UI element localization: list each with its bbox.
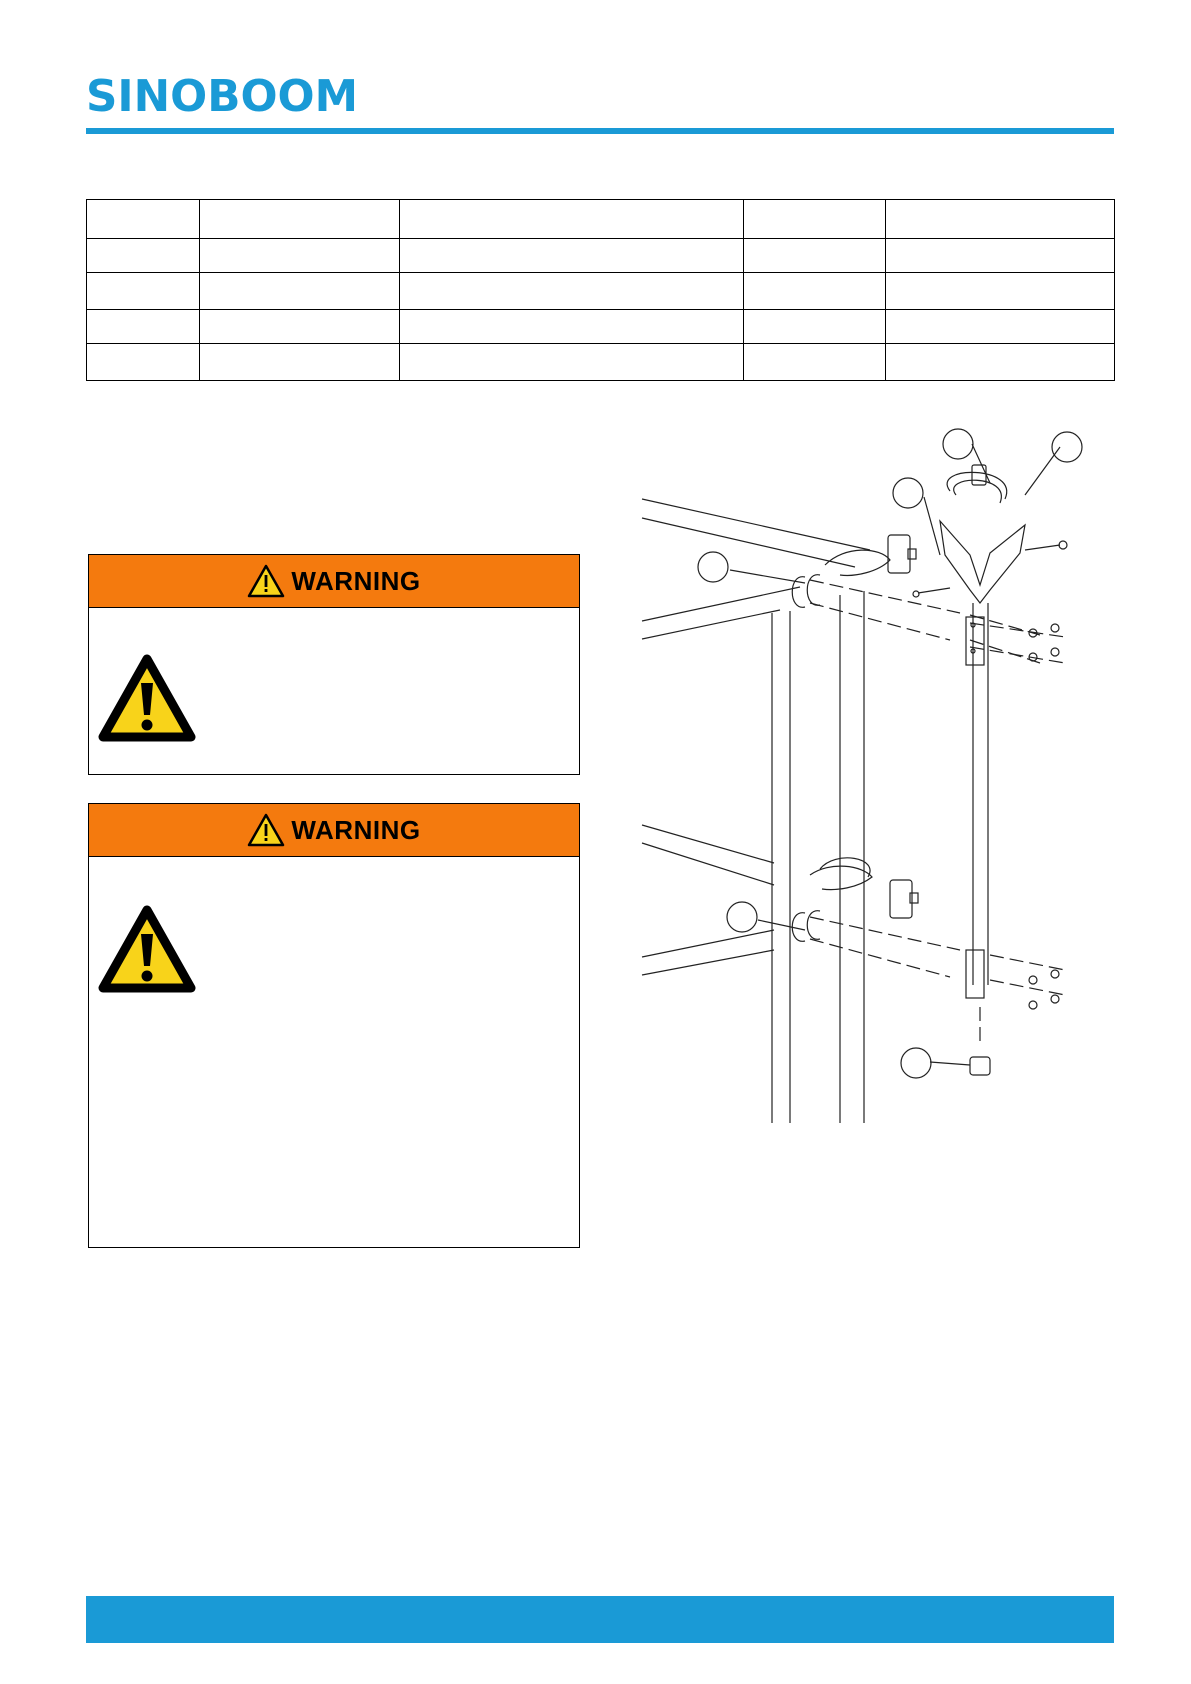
table-cell bbox=[744, 344, 886, 381]
table-cell bbox=[886, 239, 1115, 273]
footer-bar bbox=[86, 1596, 1114, 1643]
table-cell bbox=[886, 344, 1115, 381]
table-cell bbox=[886, 310, 1115, 344]
table-cell bbox=[744, 273, 886, 310]
table-cell bbox=[400, 344, 744, 381]
header-rule bbox=[86, 128, 1114, 134]
assembly-drawing bbox=[640, 425, 1090, 1125]
warning-triangle-icon bbox=[97, 653, 197, 743]
table-cell bbox=[87, 344, 200, 381]
warning-header bbox=[89, 555, 579, 608]
table-cell bbox=[400, 273, 744, 310]
table-cell bbox=[87, 273, 200, 310]
table-row bbox=[87, 344, 1115, 381]
table-cell bbox=[886, 273, 1115, 310]
warning-title: WARNING bbox=[291, 814, 421, 845]
table-cell bbox=[886, 200, 1115, 239]
table-row bbox=[87, 239, 1115, 273]
table-cell bbox=[400, 200, 744, 239]
sinoboom-logo bbox=[86, 76, 361, 116]
warning-triangle-small-icon bbox=[247, 564, 285, 598]
table-cell bbox=[400, 310, 744, 344]
table-cell bbox=[200, 239, 400, 273]
warning-title: WARNING bbox=[291, 565, 421, 596]
table-cell bbox=[200, 344, 400, 381]
table-cell bbox=[87, 310, 200, 344]
table-cell bbox=[400, 239, 744, 273]
table-row bbox=[87, 310, 1115, 344]
table-cell bbox=[744, 310, 886, 344]
warning-box bbox=[88, 803, 580, 1248]
parts-table bbox=[86, 199, 1115, 381]
table-cell bbox=[200, 310, 400, 344]
table-cell bbox=[744, 239, 886, 273]
table-row bbox=[87, 200, 1115, 239]
warning-header bbox=[89, 804, 579, 857]
warning-box bbox=[88, 554, 580, 775]
table-cell bbox=[200, 200, 400, 239]
svg-text:SINOBOOM: SINOBOOM bbox=[86, 76, 358, 116]
table-cell bbox=[87, 200, 200, 239]
warning-triangle-icon bbox=[97, 904, 197, 994]
warning-triangle-small-icon bbox=[247, 813, 285, 847]
table-cell bbox=[744, 200, 886, 239]
table-row bbox=[87, 273, 1115, 310]
table-cell bbox=[200, 273, 400, 310]
table-cell bbox=[87, 239, 200, 273]
